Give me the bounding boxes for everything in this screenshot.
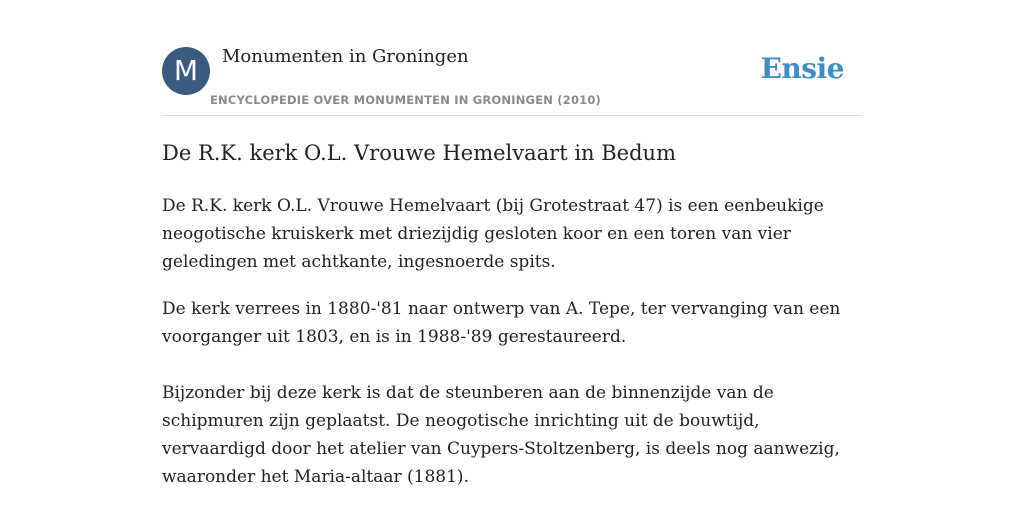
source-title-link[interactable]: Monumenten in Groningen [222,46,469,67]
source-header [162,0,862,116]
ensie-logo[interactable]: Ensie [760,52,844,85]
article-card [162,0,862,487]
source-subtitle: ENCYCLOPEDIE OVER MONUMENTEN IN GRONINGEN (2010) [210,93,602,107]
source-avatar[interactable]: M [162,47,210,95]
article-paragraph: De R.K. kerk O.L. Vrouwe Hemelvaart (bij Grotestraat 47) is een eenbeukige neogotische kruiskerk met driezijdig gesloten koor en een toren van vier geledingen met achtkante, ingesnoerde spits. [162,196,824,272]
article-title: De R.K. kerk O.L. Vrouwe Hemelvaart in Bedum [162,141,676,165]
article-paragraph: De kerk verrees in 1880-'81 naar ontwerp van A. Tepe, ter vervanging van een voorganger uit 1803, en is in 1988-'89 gerestaureerd. [162,299,841,347]
article-paragraph: Bijzonder bij deze kerk is dat de steunberen aan de binnenzijde van de schipmuren zijn geplaatst. De neogotische inrichting uit de bouwtijd, vervaardigd door het atelier van Cuypers-Stoltzenberg, is deels nog aanwezig, waaronder het Maria-altaar (1881). [162,383,840,487]
